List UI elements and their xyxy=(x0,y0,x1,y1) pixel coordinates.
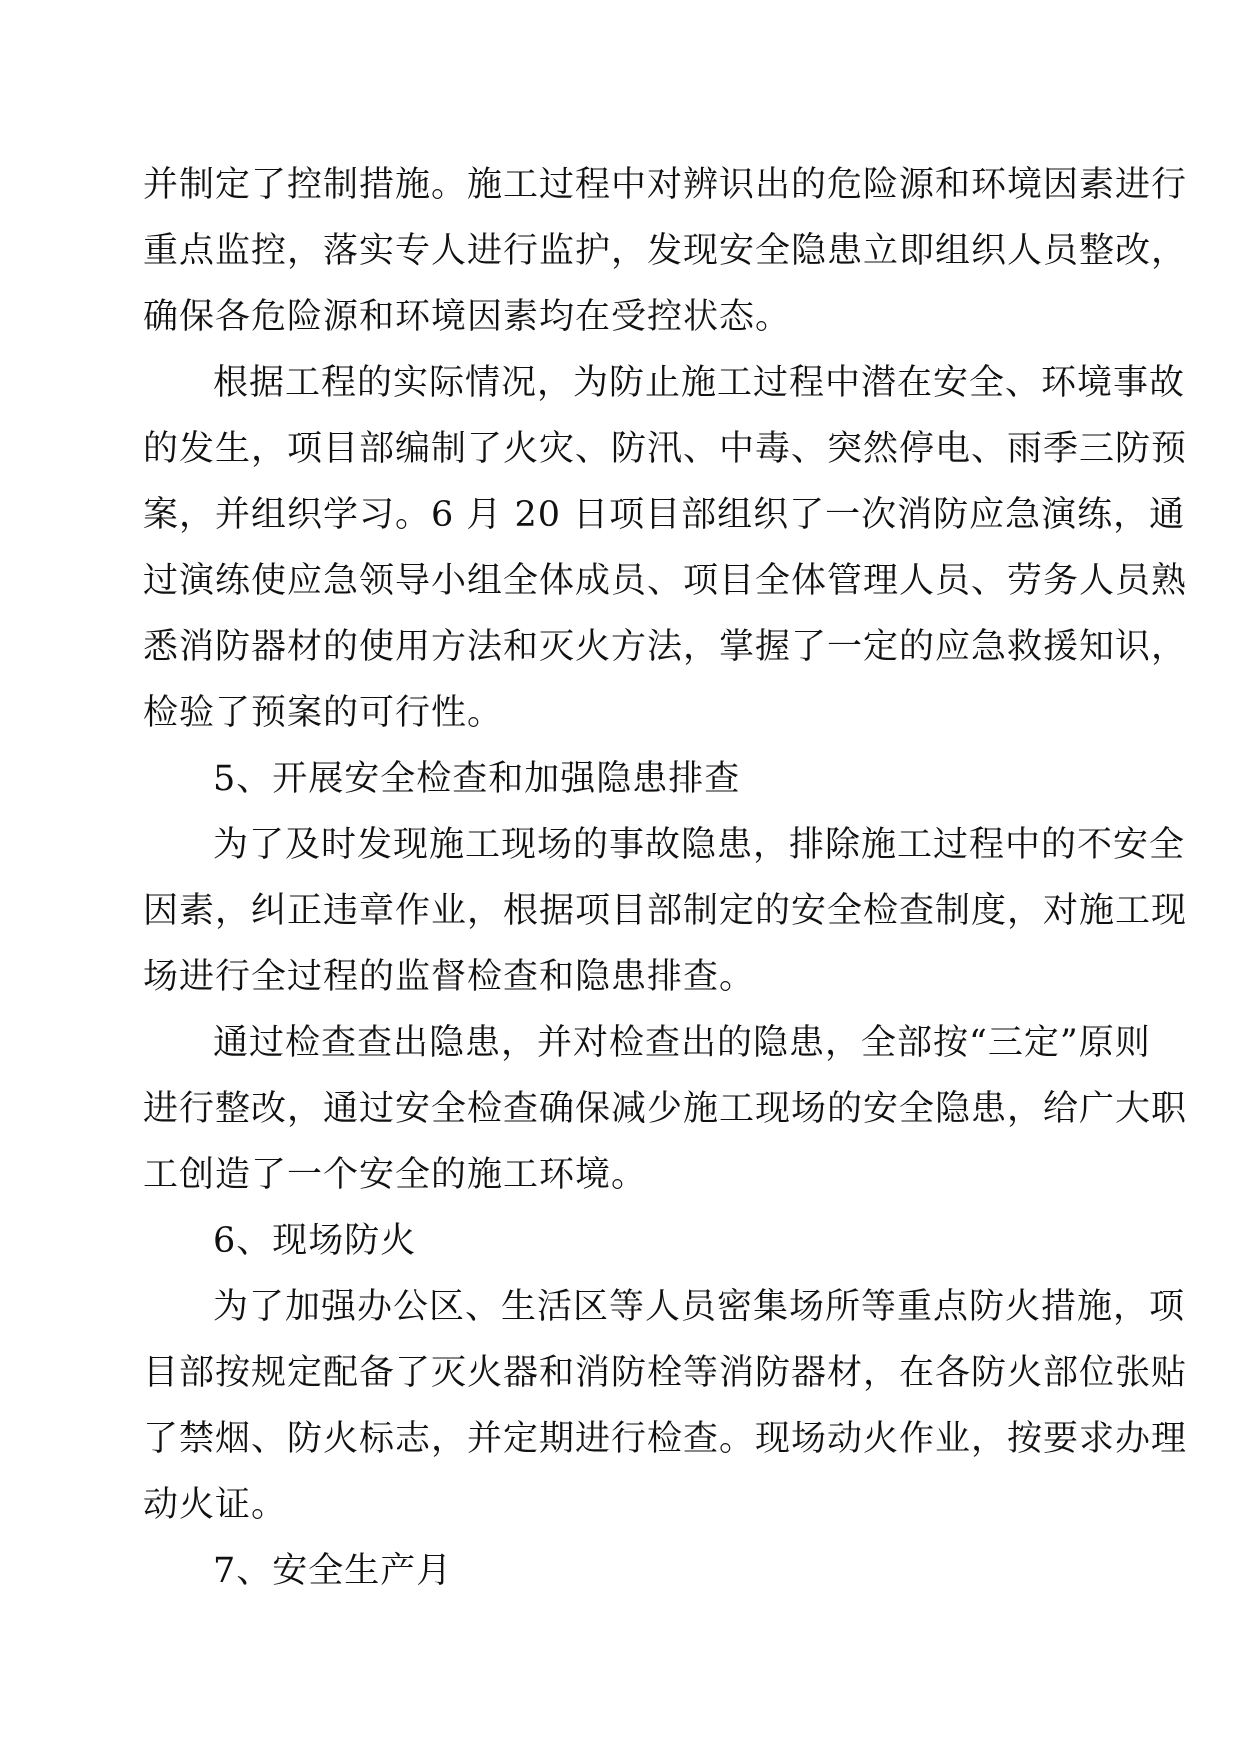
paragraph-hazard-rectification xyxy=(143,1010,1188,1208)
text-line: 为了加强办公区、生活区等人员密集场所等重点防火措施，项 xyxy=(213,1287,1186,1327)
paragraph-control-measures xyxy=(143,152,1188,350)
text-line: 过演练使应急领导小组全体成员、项目全体管理人员、劳务人员熟 xyxy=(143,561,1188,601)
section-heading-text: 7、安全生产月 xyxy=(213,1551,453,1591)
text-line: 动火证。 xyxy=(143,1485,288,1525)
text-line: 重点监控，落实专人进行监护，发现安全隐患立即组织人员整改， xyxy=(143,231,1188,271)
section-heading-text: 6、现场防火 xyxy=(213,1221,417,1261)
section-heading-6 xyxy=(143,1208,1103,1274)
text-line: 并制定了控制措施。施工过程中对辨识出的危险源和环境因素进行 xyxy=(143,165,1188,205)
text-line: 案，并组织学习。6 月 20 日项目部组织了一次消防应急演练，通 xyxy=(143,495,1186,535)
text-line: 目部按规定配备了灭火器和消防栓等消防器材，在各防火部位张贴 xyxy=(143,1353,1188,1393)
document-body xyxy=(143,152,1188,1604)
text-line: 根据工程的实际情况，为防止施工过程中潜在安全、环境事故 xyxy=(213,363,1186,403)
text-line: 了禁烟、防火标志，并定期进行检查。现场动火作业，按要求办理 xyxy=(143,1419,1188,1459)
text-line: 通过检查查出隐患，并对检查出的隐患，全部按“三定”原则 xyxy=(213,1023,1151,1063)
text-line: 进行整改，通过安全检查确保减少施工现场的安全隐患，给广大职 xyxy=(143,1089,1188,1129)
paragraph-emergency-plans xyxy=(143,350,1188,746)
text-line: 工创造了一个安全的施工环境。 xyxy=(143,1155,648,1195)
text-line: 因素，纠正违章作业，根据项目部制定的安全检查制度，对施工现 xyxy=(143,891,1188,931)
text-line: 确保各危险源和环境因素均在受控状态。 xyxy=(143,297,792,337)
paragraph-safety-inspection xyxy=(143,812,1188,1010)
text-line: 悉消防器材的使用方法和灭火方法，掌握了一定的应急救援知识， xyxy=(143,627,1188,667)
paragraph-fire-prevention xyxy=(143,1274,1188,1538)
section-heading-7 xyxy=(143,1538,1103,1604)
text-line: 的发生，项目部编制了火灾、防汛、中毒、突然停电、雨季三防预 xyxy=(143,429,1188,469)
section-heading-5 xyxy=(143,746,1103,812)
text-line: 为了及时发现施工现场的事故隐患，排除施工过程中的不安全 xyxy=(213,825,1186,865)
text-line: 检验了预案的可行性。 xyxy=(143,693,504,733)
text-line: 场进行全过程的监督检查和隐患排查。 xyxy=(143,957,756,997)
section-heading-text: 5、开展安全检查和加强隐患排查 xyxy=(213,759,741,799)
